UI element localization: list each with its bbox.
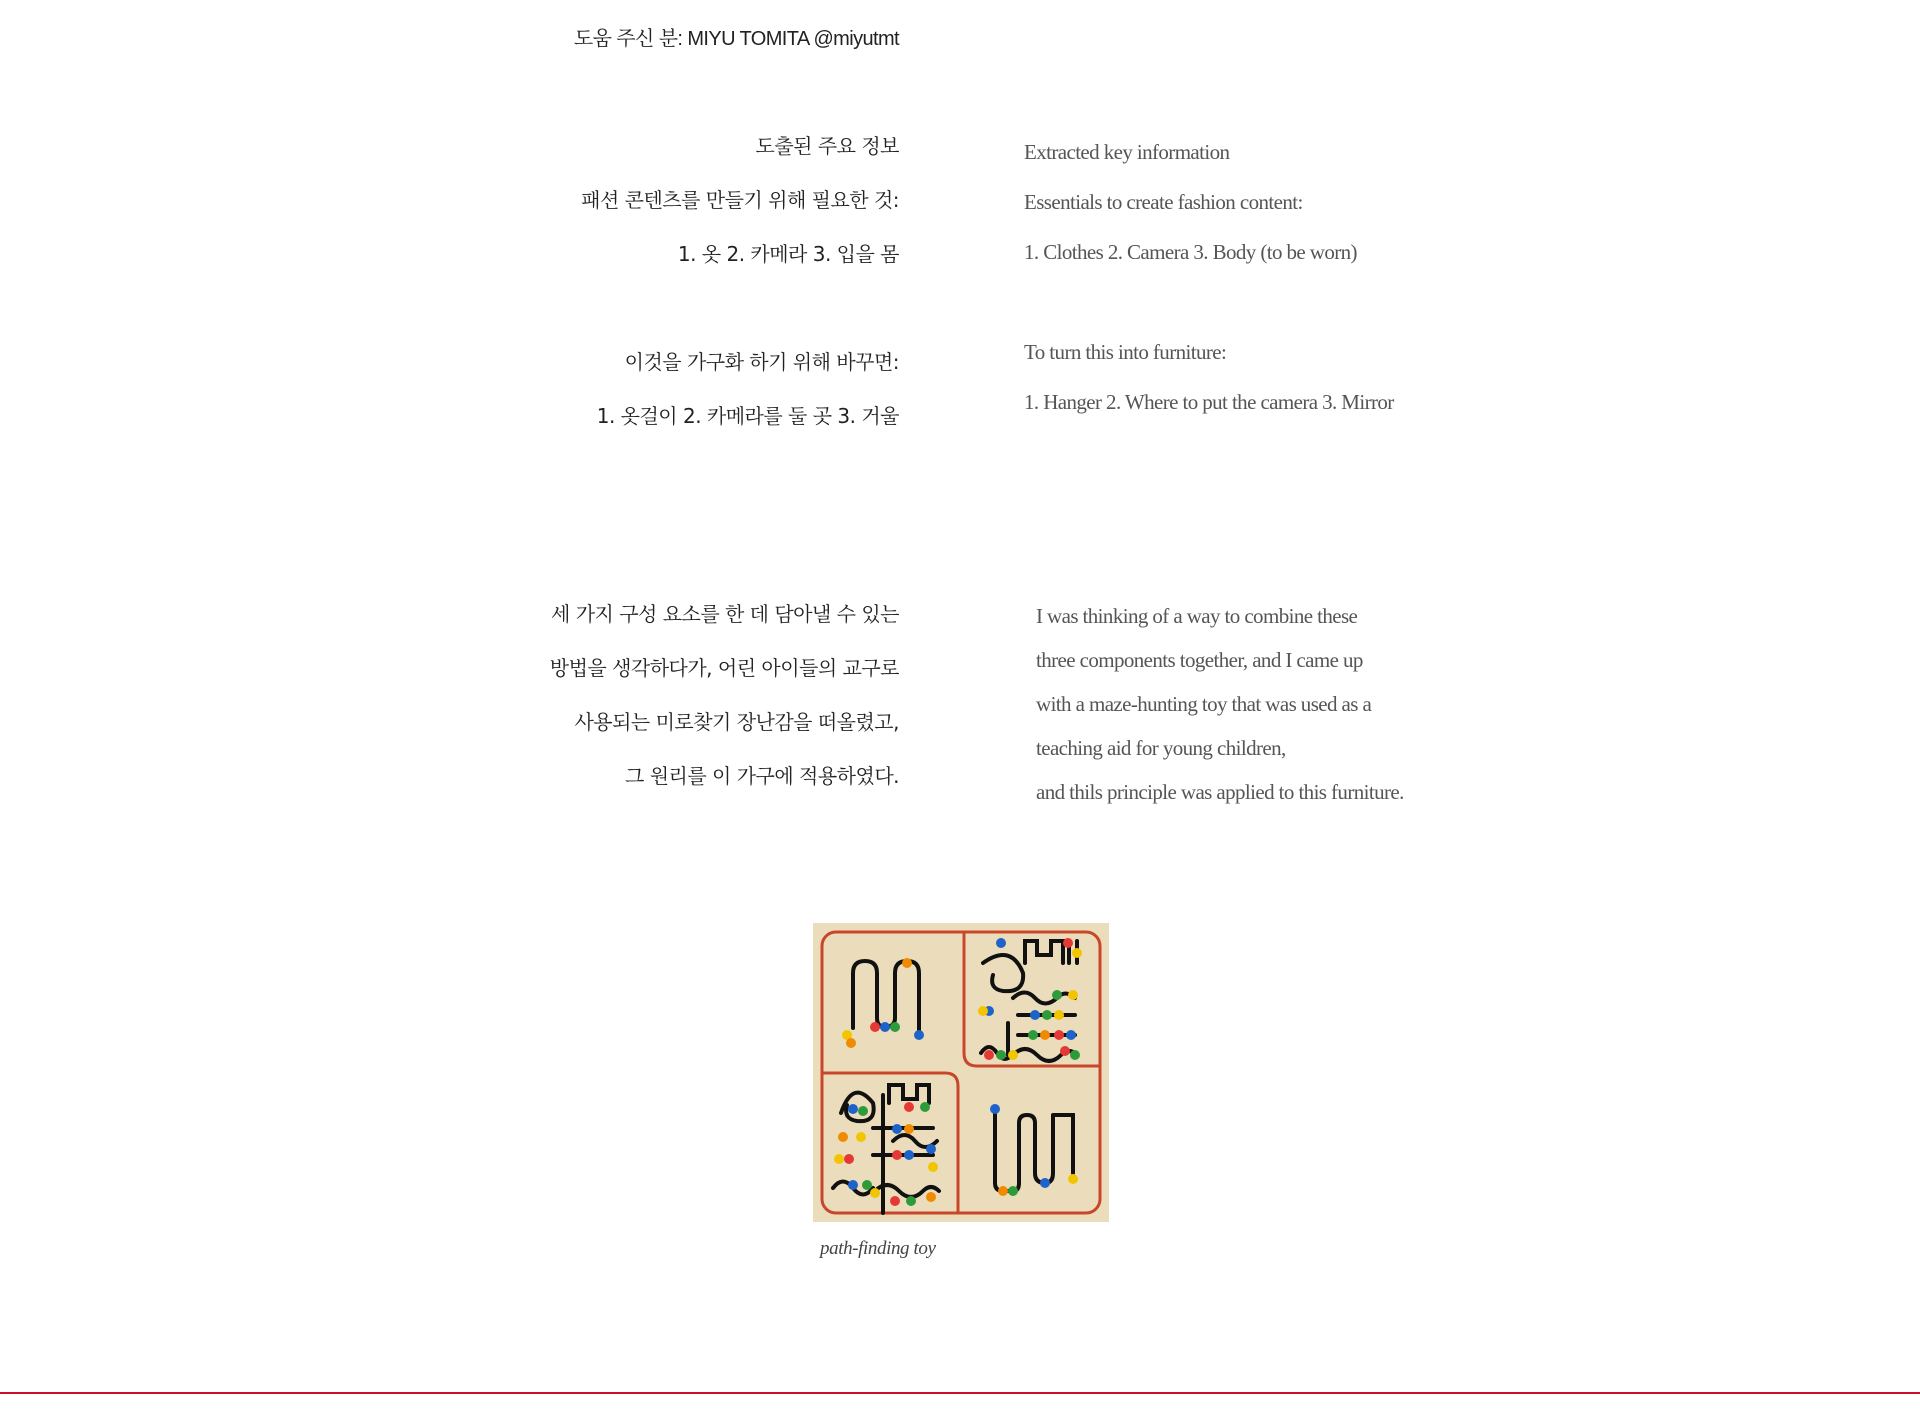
bead [844,1154,854,1164]
bead [904,1102,914,1112]
bead [904,1150,914,1160]
kr-paragraph-line: 사용되는 미로찾기 장난감을 떠올렸고, [574,710,899,734]
bead [858,1106,868,1116]
bead [1072,948,1082,958]
bead [1054,1030,1064,1040]
bead [870,1022,880,1032]
bead [848,1180,858,1190]
bead [996,938,1006,948]
en-paragraph-line: and thils principle was applied to this furniture. [1036,780,1404,804]
bead [914,1030,924,1040]
bead [880,1022,890,1032]
bead [856,1132,866,1142]
bead [1042,1010,1052,1020]
bead [834,1154,844,1164]
bead [1008,1186,1018,1196]
bead [904,1124,914,1134]
bead [892,1150,902,1160]
bead [1054,1010,1064,1020]
bead [1008,1050,1018,1060]
bead [846,1038,856,1048]
kr-paragraph-line: 방법을 생각하다가, 어린 아이들의 교구로 [549,656,899,680]
bead [928,1162,938,1172]
kr-turn: 이것을 가구화 하기 위해 바꾸면: [624,350,899,374]
bead [1068,990,1078,1000]
bead [1052,990,1062,1000]
bead [892,1124,902,1134]
kr-items: 1. 옷 2. 카메라 3. 입을 몸 [677,242,899,266]
en-paragraph-line: three components together, and I came up [1036,648,1363,672]
bead [926,1144,936,1154]
bead [1028,1030,1038,1040]
bead [862,1180,872,1190]
kr-paragraph-line: 그 원리를 이 가구에 적용하였다. [625,764,899,788]
maze-toy-image [813,923,1109,1222]
bead [920,1102,930,1112]
bead [1063,938,1073,948]
bead [990,1104,1000,1114]
bead [1068,1174,1078,1184]
bead [998,1186,1008,1196]
bead [1040,1178,1050,1188]
en-paragraph-line: with a maze-hunting toy that was used as a [1036,692,1372,716]
bottom-rule [0,1392,1920,1394]
figure-caption: path-finding toy [820,1238,936,1259]
en-turn: To turn this into furniture: [1024,340,1227,364]
bead [996,1050,1006,1060]
bead [890,1196,900,1206]
bead [1040,1030,1050,1040]
en-items: 1. Clothes 2. Camera 3. Body (to be worn) [1024,240,1357,264]
bead [838,1132,848,1142]
kr-heading: 도출된 주요 정보 [755,134,899,158]
bead [926,1192,936,1202]
kr-furniture-items: 1. 옷걸이 2. 카메라를 둘 곳 3. 거울 [596,404,899,428]
bead [978,1006,988,1016]
bead [1060,1046,1070,1056]
kr-essentials: 패션 콘텐츠를 만들기 위해 필요한 것: [581,188,899,212]
kr-paragraph-line: 세 가지 구성 요소를 한 데 담아낼 수 있는 [551,602,899,626]
credit-line: 도움 주신 분: MIYU TOMITA @miyutmt [573,28,899,50]
bead [870,1188,880,1198]
en-heading: Extracted key information [1024,140,1230,164]
bead [1070,1050,1080,1060]
en-essentials: Essentials to create fashion content: [1024,190,1303,214]
bead [984,1050,994,1060]
en-paragraph-line: teaching aid for young children, [1036,736,1286,760]
en-furniture-items: 1. Hanger 2. Where to put the camera 3. Mirror [1024,390,1394,414]
bead [848,1104,858,1114]
bead [1030,1010,1040,1020]
bead [906,1196,916,1206]
en-paragraph-line: I was thinking of a way to combine these [1036,604,1358,628]
bead [902,958,912,968]
bead [890,1022,900,1032]
bead [1066,1030,1076,1040]
